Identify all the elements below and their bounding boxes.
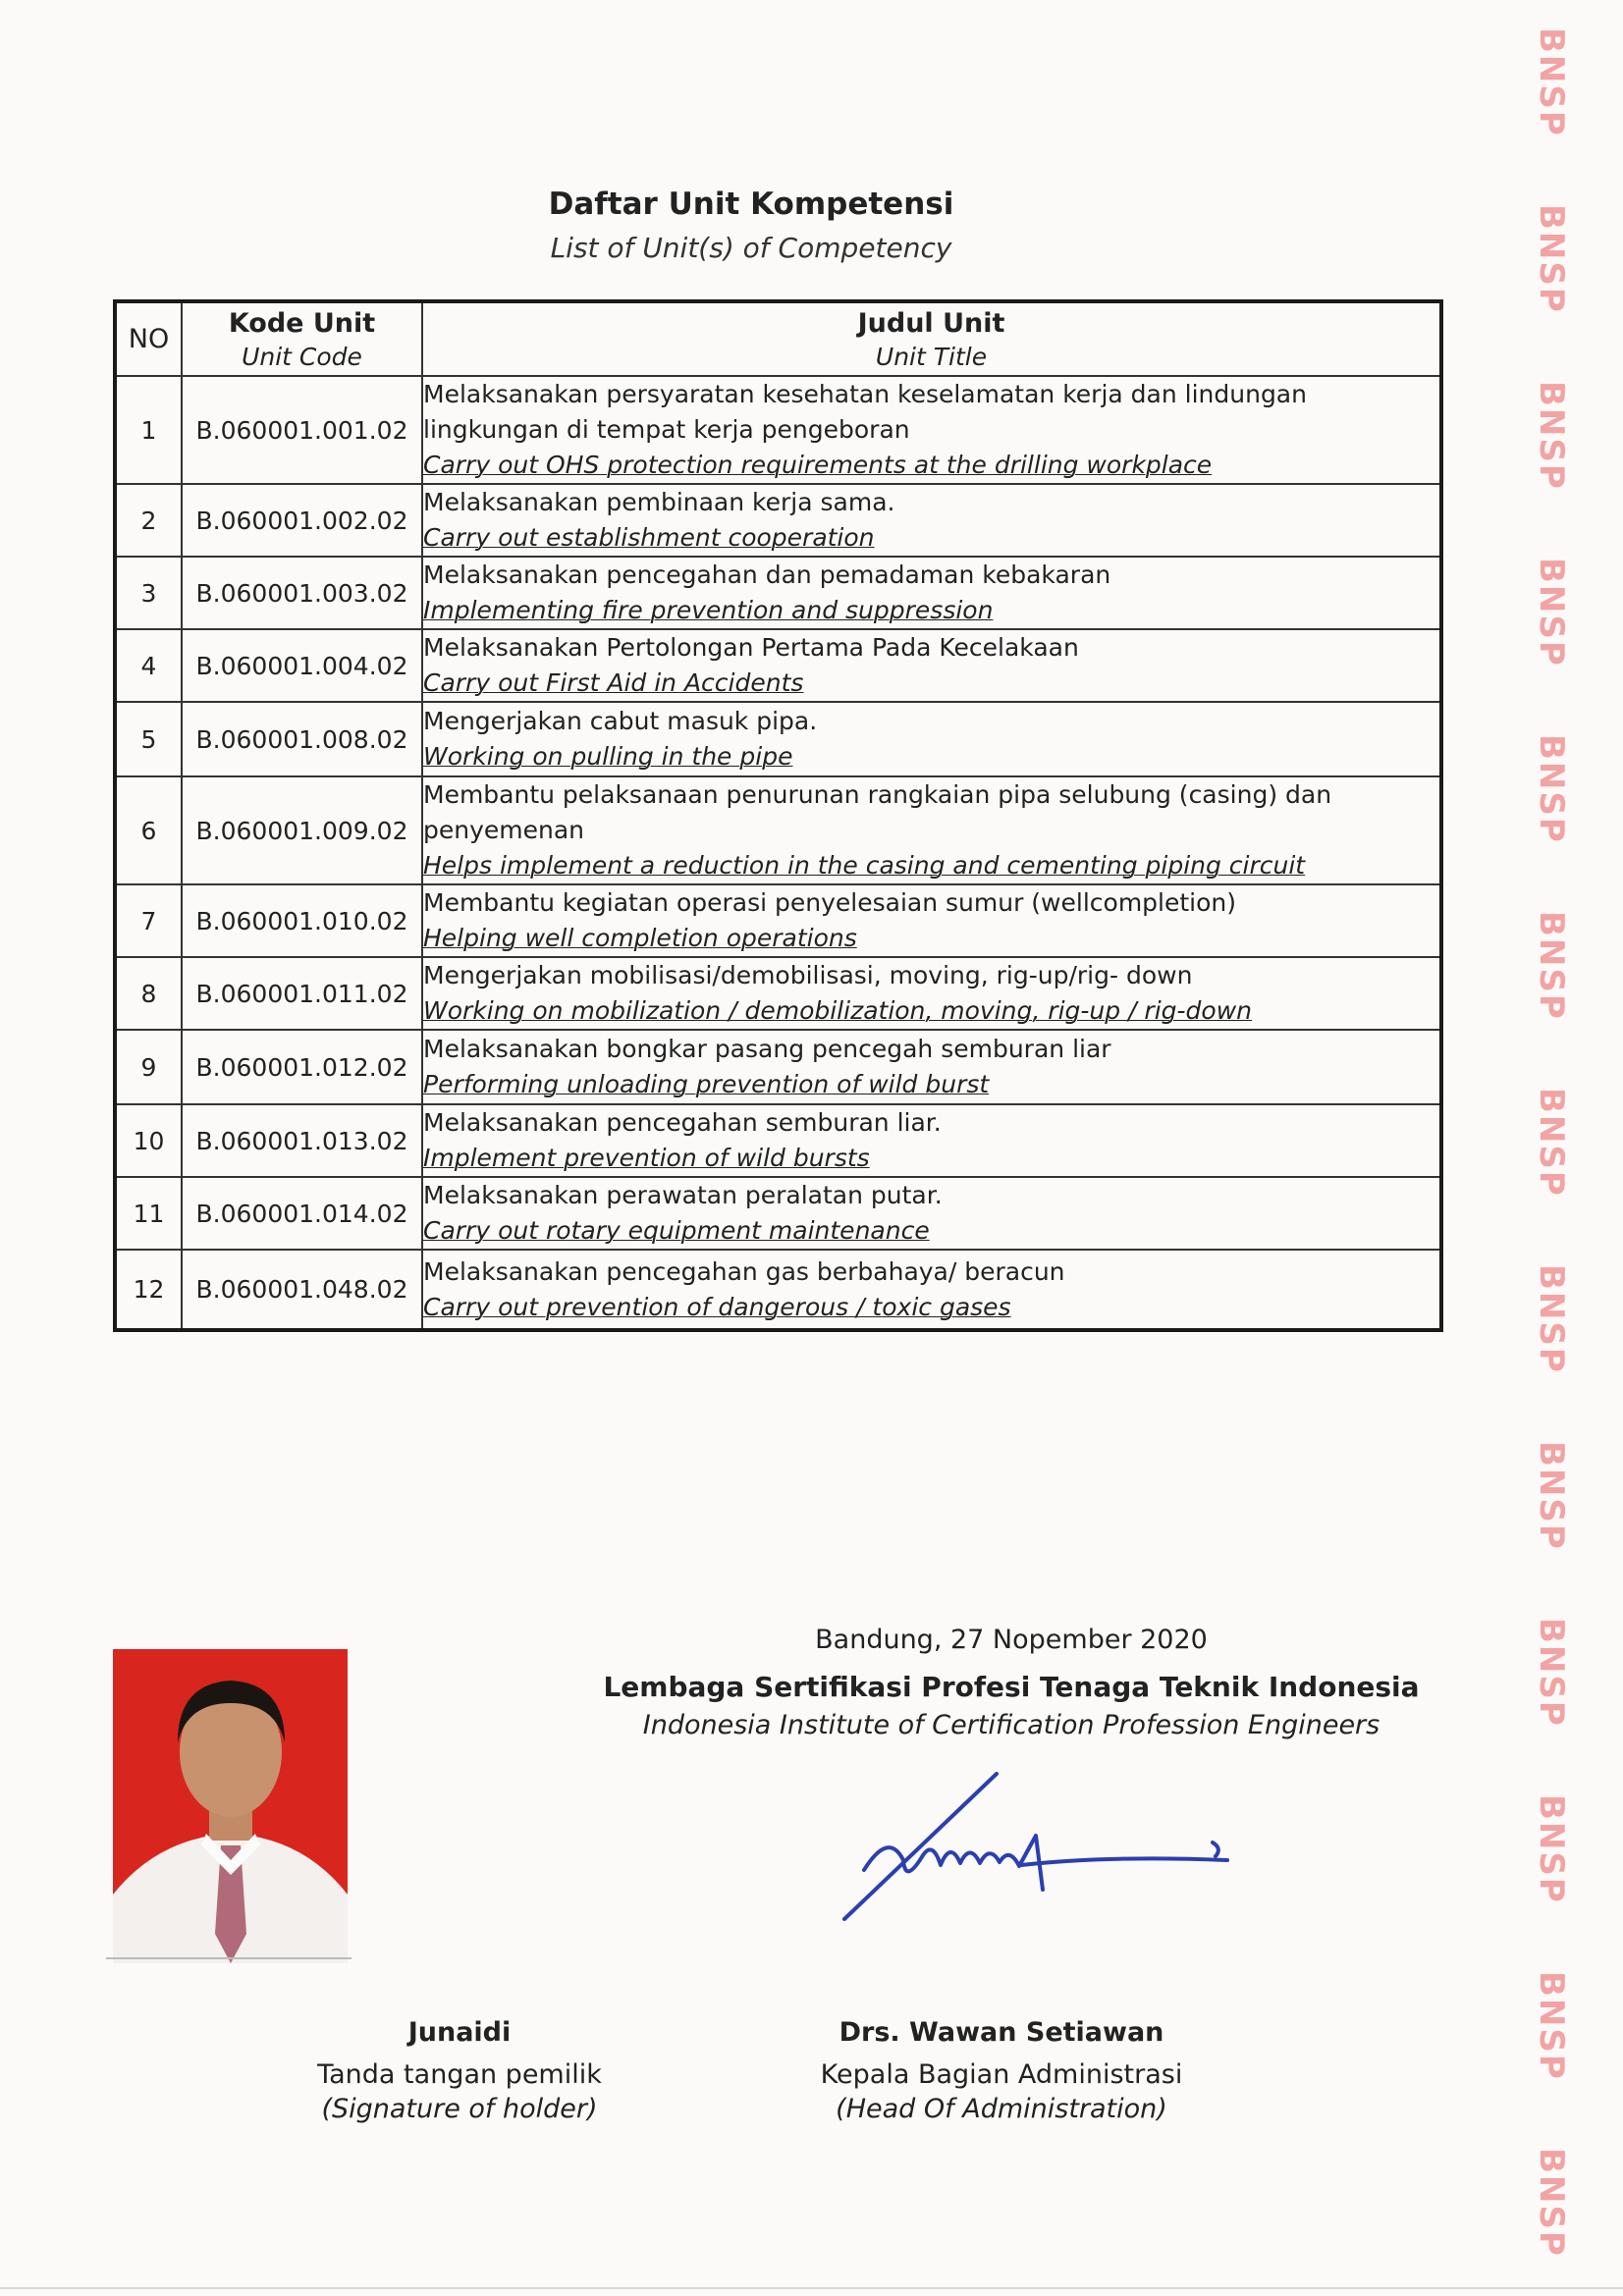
competency-table xyxy=(113,299,1443,1332)
watermark-bnsp: BNSP xyxy=(1532,558,1571,667)
table-row xyxy=(115,376,1441,484)
unit-title-id: Melaksanakan persyaratan kesehatan keselamatan kerja dan lindungan lingkungan di tempat kerja pengeboran xyxy=(423,380,1307,444)
institution-name-en: Indonesia Institute of Certification Profession Engineers xyxy=(642,1710,1380,1740)
unit-title-en: Carry out prevention of dangerous / toxic gases xyxy=(423,1292,1011,1321)
cell-no: 4 xyxy=(115,629,182,702)
cell-unit-title xyxy=(422,1104,1441,1177)
unit-title-en: Helps implement a reduction in the casing and cementing piping circuit xyxy=(423,851,1306,880)
cell-unit-title xyxy=(422,1250,1441,1330)
cell-unit-code: B.060001.001.02 xyxy=(182,376,422,484)
cell-unit-code: B.060001.012.02 xyxy=(182,1030,422,1104)
table-row xyxy=(115,629,1441,702)
unit-title-id: Melaksanakan perawatan peralatan putar. xyxy=(423,1181,943,1209)
list-subtitle: List of Unit(s) of Competency xyxy=(550,232,952,264)
photo-divider xyxy=(106,1957,352,1959)
table-row xyxy=(115,1030,1441,1104)
table-row xyxy=(115,1250,1441,1330)
cell-no: 6 xyxy=(115,776,182,884)
header-code-label-en: Unit Code xyxy=(242,342,362,371)
holder-photo xyxy=(113,1649,348,1963)
header-no: NO xyxy=(115,301,182,376)
cell-unit-title xyxy=(422,484,1441,557)
table-row xyxy=(115,484,1441,557)
cell-no: 10 xyxy=(115,1104,182,1177)
signer-name: Drs. Wawan Setiawan xyxy=(839,2017,1164,2048)
cell-no: 9 xyxy=(115,1030,182,1104)
cell-unit-title xyxy=(422,557,1441,629)
unit-title-en: Carry out establishment cooperation xyxy=(423,523,875,552)
unit-title-en: Performing unloading prevention of wild burst xyxy=(423,1070,990,1098)
unit-title-id: Melaksanakan Pertolongan Pertama Pada Kecelakaan xyxy=(423,633,1079,662)
watermark-bnsp: BNSP xyxy=(1532,911,1571,1021)
table-body xyxy=(115,376,1441,1330)
unit-title-id: Membantu pelaksanaan penurunan rangkaian pipa selubung (casing) dan penyemenan xyxy=(423,780,1332,844)
institution-name: Lembaga Sertifikasi Profesi Tenaga Teknik Indonesia xyxy=(603,1671,1420,1703)
cell-unit-code: B.060001.002.02 xyxy=(182,484,422,557)
header-title-label: Judul Unit xyxy=(857,307,1005,339)
watermark-bnsp: BNSP xyxy=(1532,1618,1571,1728)
cell-unit-title xyxy=(422,1177,1441,1250)
unit-title-id: Melaksanakan pencegahan gas berbahaya/ beracun xyxy=(423,1256,1065,1286)
signature-stroke xyxy=(844,1774,1227,1919)
place-date: Bandung, 27 Nopember 2020 xyxy=(815,1625,1208,1655)
cell-unit-title xyxy=(422,957,1441,1030)
watermark-bnsp: BNSP xyxy=(1532,1088,1571,1198)
cell-unit-code: B.060001.008.02 xyxy=(182,702,422,776)
unit-title-id: Melaksanakan pencegahan dan pemadaman kebakaran xyxy=(423,561,1111,589)
unit-title-en: Carry out First Aid in Accidents xyxy=(423,668,804,697)
watermark-bnsp: BNSP xyxy=(1532,27,1571,137)
page-edge-line xyxy=(0,2287,1623,2289)
cell-no: 3 xyxy=(115,557,182,629)
cell-unit-title xyxy=(422,884,1441,957)
cell-no: 1 xyxy=(115,376,182,484)
watermark-bnsp: BNSP xyxy=(1532,1441,1571,1551)
watermark-bnsp: BNSP xyxy=(1532,734,1571,844)
table-row xyxy=(115,557,1441,629)
cell-no: 5 xyxy=(115,702,182,776)
list-title: Daftar Unit Kompetensi xyxy=(548,187,954,222)
cell-unit-code: B.060001.010.02 xyxy=(182,884,422,957)
unit-title-en: Implementing fire prevention and suppression xyxy=(423,596,994,624)
cell-unit-code: B.060001.009.02 xyxy=(182,776,422,884)
unit-title-en: Implement prevention of wild bursts xyxy=(423,1144,870,1172)
unit-title-en: Helping well completion operations xyxy=(423,924,857,952)
cell-unit-title xyxy=(422,776,1441,884)
watermark-bnsp: BNSP xyxy=(1532,2148,1571,2258)
signer-title-en: (Head Of Administration) xyxy=(836,2094,1167,2124)
header-code-label: Kode Unit xyxy=(228,307,376,339)
watermark-bnsp: BNSP xyxy=(1532,1971,1571,2081)
signature-image xyxy=(835,1762,1247,1929)
watermark-column xyxy=(1512,0,1571,2296)
cell-no: 11 xyxy=(115,1177,182,1250)
unit-title-id: Membantu kegiatan operasi penyelesaian sumur (wellcompletion) xyxy=(423,888,1237,917)
watermark-bnsp: BNSP xyxy=(1532,381,1571,491)
header-title xyxy=(422,301,1441,376)
cell-unit-code: B.060001.048.02 xyxy=(182,1250,422,1330)
unit-title-en: Carry out OHS protection requirements at the drilling workplace xyxy=(423,451,1213,479)
cell-unit-code: B.060001.013.02 xyxy=(182,1104,422,1177)
cell-unit-code: B.060001.003.02 xyxy=(182,557,422,629)
cell-no: 12 xyxy=(115,1250,182,1330)
table-row xyxy=(115,957,1441,1030)
header-code xyxy=(182,301,422,376)
table-row xyxy=(115,776,1441,884)
table-header-row xyxy=(115,301,1441,376)
cell-unit-title xyxy=(422,1030,1441,1104)
unit-title-id: Melaksanakan pencegahan semburan liar. xyxy=(423,1108,942,1137)
watermark-bnsp: BNSP xyxy=(1532,204,1571,314)
watermark-bnsp: BNSP xyxy=(1532,1264,1571,1374)
unit-title-id: Mengerjakan mobilisasi/demobilisasi, moving, rig-up/rig- down xyxy=(423,961,1193,989)
cell-no: 2 xyxy=(115,484,182,557)
watermark-bnsp: BNSP xyxy=(1532,1794,1571,1904)
cell-no: 8 xyxy=(115,957,182,1030)
cell-unit-code: B.060001.014.02 xyxy=(182,1177,422,1250)
holder-name: Junaidi xyxy=(407,2017,512,2048)
cell-no: 7 xyxy=(115,884,182,957)
header-title-label-en: Unit Title xyxy=(875,342,988,371)
unit-title-id: Mengerjakan cabut masuk pipa. xyxy=(423,707,818,735)
table-row xyxy=(115,884,1441,957)
cell-unit-title xyxy=(422,702,1441,776)
table-row xyxy=(115,1104,1441,1177)
signer-title: Kepala Bagian Administrasi xyxy=(820,2059,1183,2090)
unit-title-id: Melaksanakan bongkar pasang pencegah semburan liar xyxy=(423,1035,1111,1063)
holder-signature-label-en: (Signature of holder) xyxy=(321,2094,598,2124)
unit-title-en: Carry out rotary equipment maintenance xyxy=(423,1216,930,1245)
table-row xyxy=(115,1177,1441,1250)
holder-signature-label: Tanda tangan pemilik xyxy=(317,2059,602,2090)
unit-title-en: Working on mobilization / demobilization, moving, rig-up / rig-down xyxy=(423,996,1253,1025)
cell-unit-code: B.060001.011.02 xyxy=(182,957,422,1030)
unit-title-en: Working on pulling in the pipe xyxy=(423,742,793,771)
unit-title-id: Melaksanakan pembinaan kerja sama. xyxy=(423,488,895,516)
cell-unit-code: B.060001.004.02 xyxy=(182,629,422,702)
table-row xyxy=(115,702,1441,776)
cell-unit-title xyxy=(422,376,1441,484)
cell-unit-title xyxy=(422,629,1441,702)
